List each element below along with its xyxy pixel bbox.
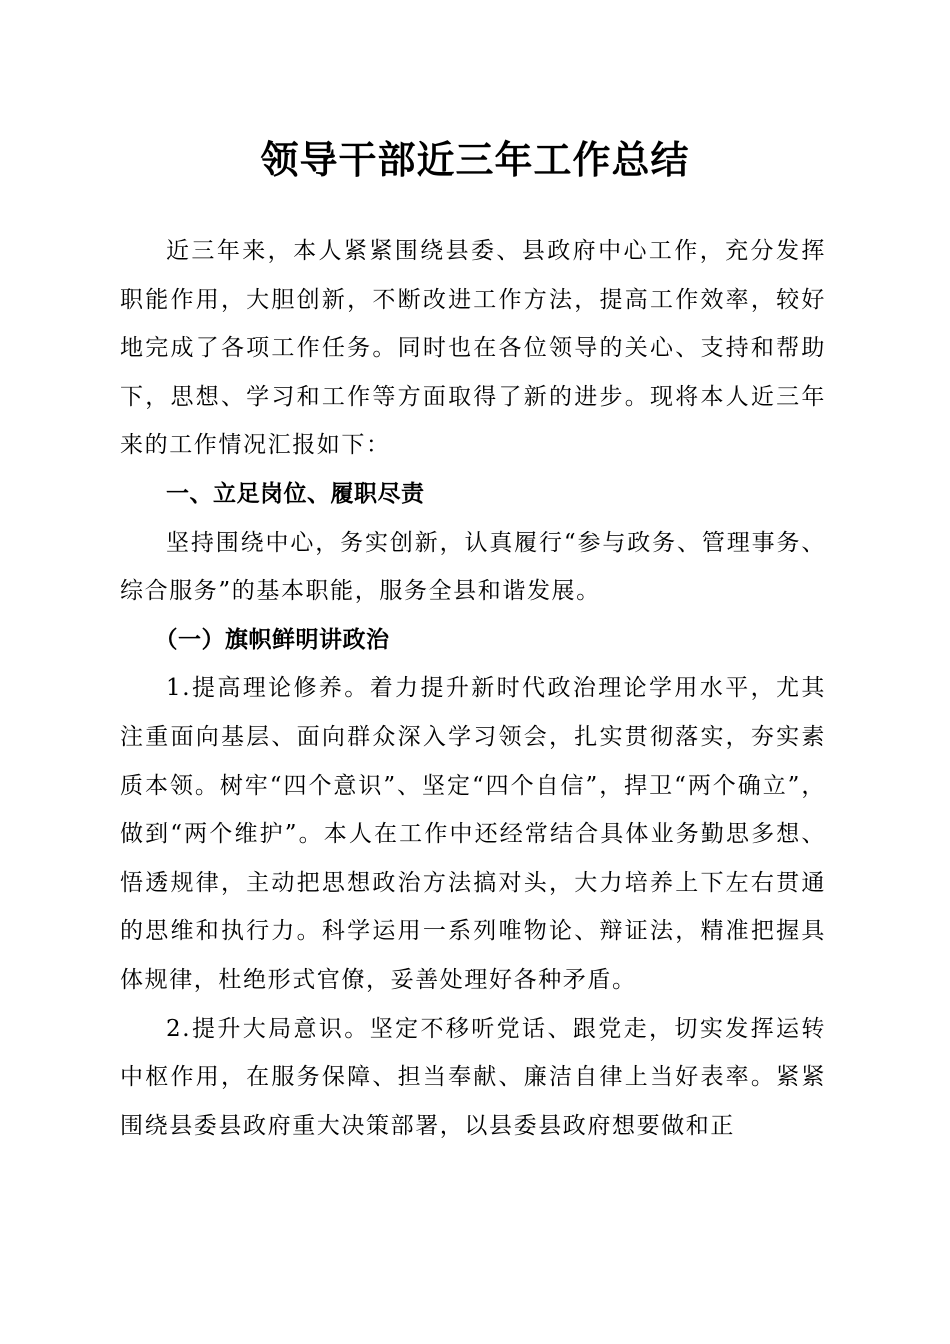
subsection-heading: （一）旗帜鲜明讲政治 (154, 625, 390, 653)
section-heading: 一、立足岗位、履职尽责 (166, 480, 425, 507)
section-intro-paragraph: 坚持围绕中心，务实创新，认真履行“参与政务、管理事务、综合服务”的基本职能，服务全县和谐发展。 (120, 529, 826, 605)
intro-paragraph: 近三年来，本人紧紧围绕县委、县政府中心工作，充分发挥职能作用，大胆创新，不断改进工作方法，提高工作效率，较好地完成了各项工作任务。同时也在各位领导的关心、支持和帮助下，思想、学习和工作等方面取得了新的进步。现将本人近三年来的工作情况汇报如下： (120, 238, 826, 459)
document-body (120, 227, 826, 1150)
document-title: 领导干部近三年工作总结 (260, 137, 690, 182)
item-2-paragraph: 2.提升大局意识。坚定不移听党话、跟党走，切实发挥运转中枢作用，在服务保障、担当奉献、廉洁自律上当好表率。紧紧围绕县委县政府重大决策部署，以县委县政府想要做和正 (120, 1015, 826, 1139)
item-1-paragraph: 1.提高理论修养。着力提升新时代政治理论学用水平，尤其注重面向基层、面向群众深入学习领会，扎实贯彻落实，夯实素质本领。树牢“四个意识”、坚定“四个自信”，捍卫“两个确立”，做到“两个维护”。本人在工作中还经常结合具体业务勤思多想、悟透规律，主动把思想政治方法搞对头，大力培养上下左右贯通的思维和执行力。科学运用一系列唯物论、辩证法，精准把握具体规律，杜绝形式官僚，妥善处理好各种矛盾。 (120, 675, 826, 993)
